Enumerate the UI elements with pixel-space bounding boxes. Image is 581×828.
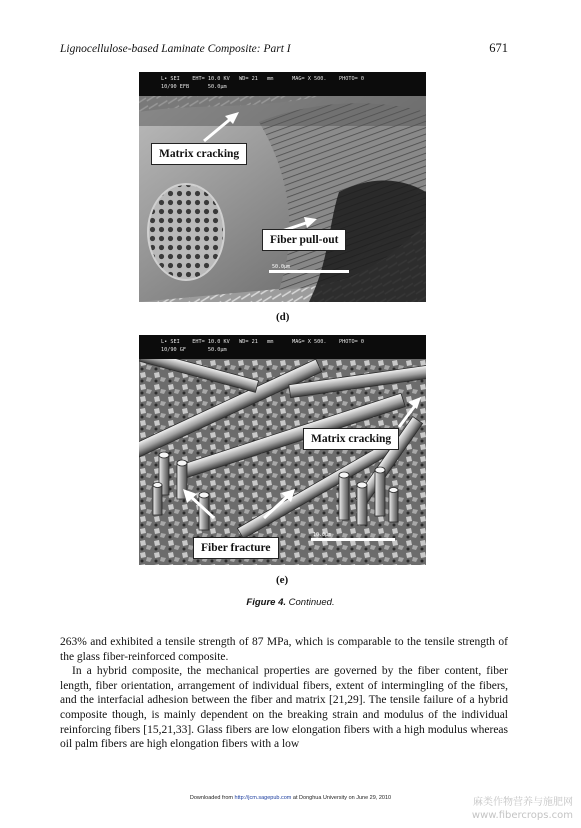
panel-label-d: (d) — [276, 311, 290, 323]
figure-caption-text: Continued. — [288, 597, 335, 608]
callout-fiber-pullout-d: Fiber pull-out — [262, 229, 346, 251]
scale-bar-label-e: 10.0µm — [313, 532, 332, 538]
watermark — [472, 796, 573, 822]
sem-header-d — [139, 72, 426, 96]
sem-image-d — [139, 72, 426, 302]
callout-matrix-cracking-e: Matrix cracking — [303, 428, 399, 450]
sem-meta-line-d1: L• SEI EHT= 10.0 KV WD= 21 mm MAG= X 500. PHOTO= 0 — [161, 76, 365, 82]
sem-header-e — [139, 335, 426, 359]
body-paragraph-2: In a hybrid composite, the mechanical properties are governed by the fiber content, fiber length, fiber orientation, arrangement of individual fibers, extent of intermingling of the fibers, and the interfacial adhesion between the fiber and matrix [21,29]. The tensile failure of a hybrid composite though, is mainly dependent on the breaking strain and modulus of the individual reinforcing fibers [15,21,33]. Glass fibers are low elongation fibers with a high modulus whereas oil palm fibers are high elongation fibers with a low — [60, 665, 508, 751]
footer-prefix: Downloaded from — [189, 795, 235, 801]
running-title: Lignocellulose-based Laminate Composite: Part I — [60, 43, 291, 55]
sem-image-e — [139, 335, 426, 565]
page-number: 671 — [489, 41, 508, 55]
sem-meta-line-e2: 10/90 GF 50.0µm — [161, 347, 227, 353]
footer-link[interactable]: http://jcm.sagepub.com — [234, 795, 292, 801]
scale-bar-label-d: 50.0µm — [272, 264, 291, 270]
body-paragraph-1: 263% and exhibited a tensile strength of 87 MPa, which is comparable to the tensile strength of the glass fiber-reinforced composite. — [60, 636, 508, 663]
footer-suffix: at Donghua University on June 29, 2010 — [291, 795, 392, 801]
sem-meta-line-e1: L• SEI EHT= 10.0 KV WD= 21 mm MAG= X 500. PHOTO= 0 — [161, 339, 365, 345]
callout-fiber-fracture-e: Fiber fracture — [193, 537, 279, 559]
watermark-line-2: www.fibercrops.com — [471, 810, 573, 821]
body-text — [60, 635, 508, 752]
panel-label-e: (e) — [276, 574, 289, 586]
figure-caption — [0, 597, 581, 608]
watermark-line-1: 麻类作物营养与施肥网 — [473, 797, 573, 808]
running-head — [60, 41, 508, 56]
figure-caption-label: Figure 4. — [246, 597, 286, 608]
sem-meta-line-d2: 10/90 EFB 50.0µm — [161, 84, 227, 90]
sem-micrograph-e — [139, 335, 426, 565]
callout-matrix-cracking-d: Matrix cracking — [151, 143, 247, 165]
sem-micrograph-d — [139, 72, 426, 302]
